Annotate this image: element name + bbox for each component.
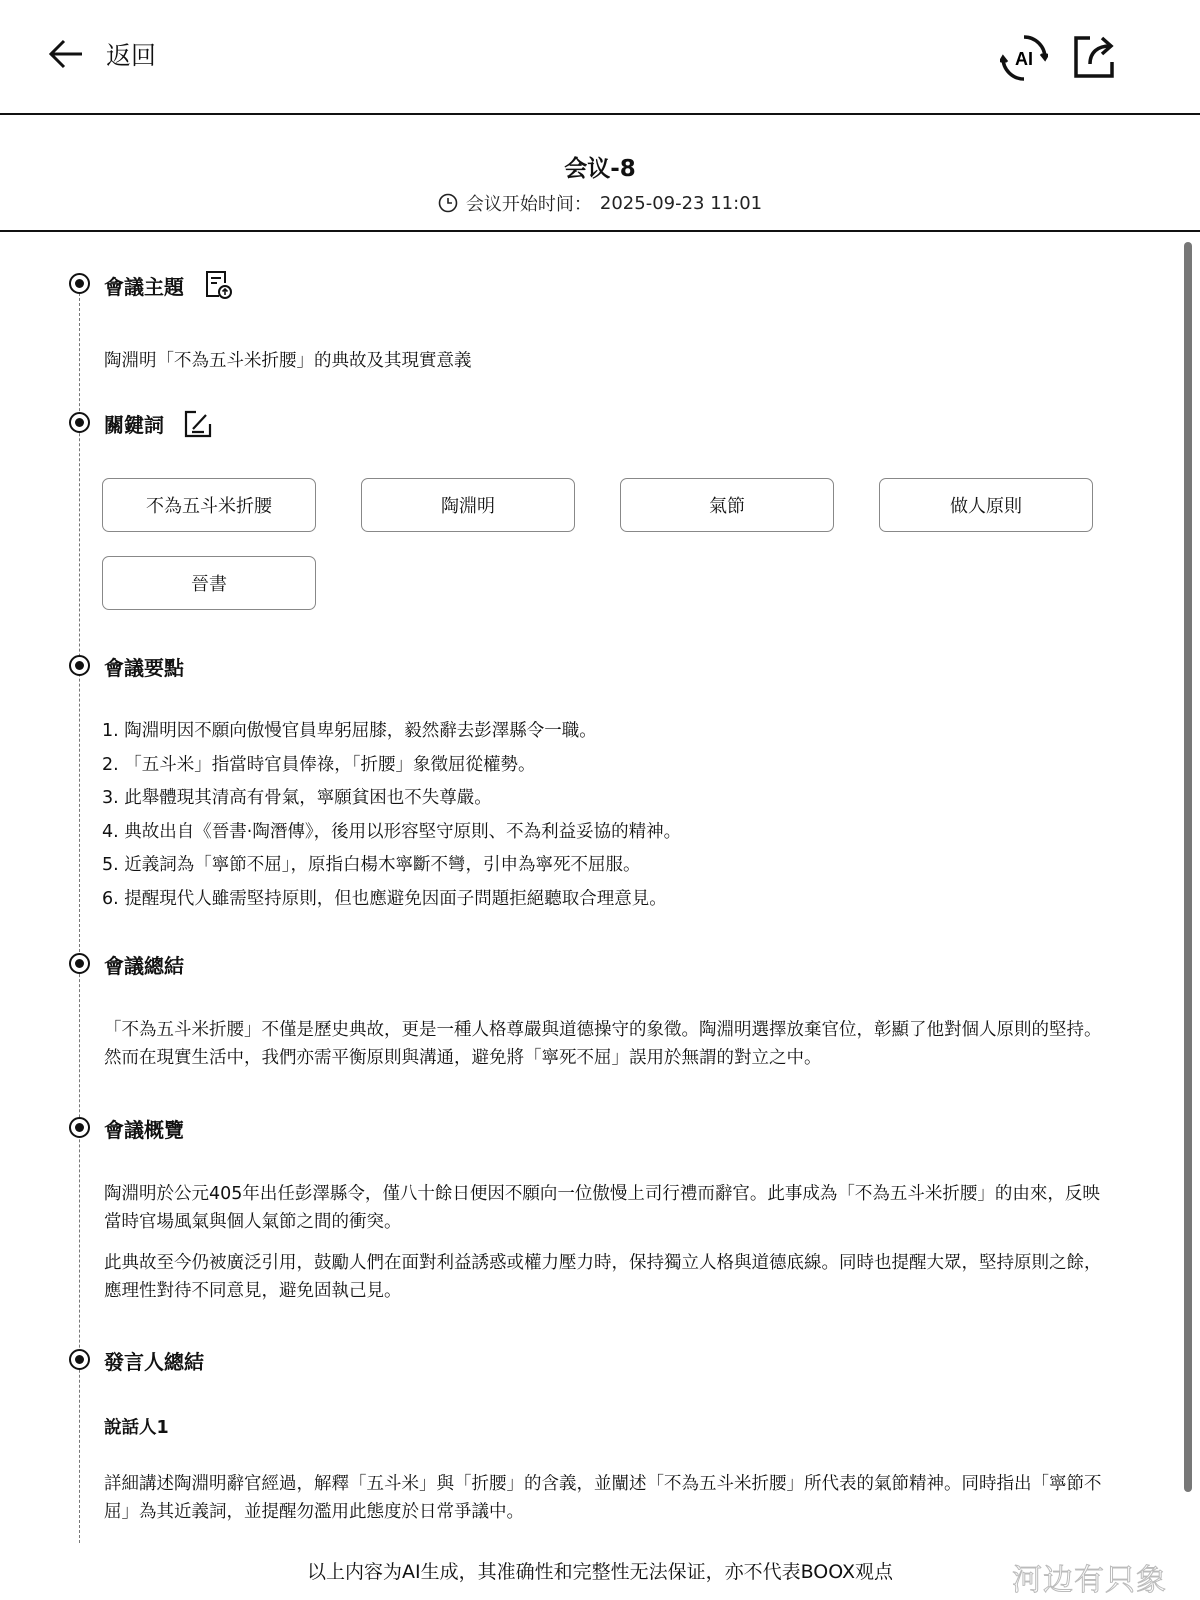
- section-speakers-heading: [104, 1346, 204, 1375]
- section-summary-heading: [104, 950, 184, 979]
- section-topic-heading: [104, 270, 234, 300]
- list-item: 2. 「五斗米」指當時官員俸祿，「折腰」象徵屈從權勢。: [102, 754, 536, 775]
- summary-text: 「不為五斗米折腰」不僅是歷史典故，更是一種人格尊嚴與道德操守的象徵。陶淵明選擇放棄官位，彰顯了他對個人原則的堅持。然而在現實生活中，我們亦需平衡原則與溝通，避免將「寧死不屈」誤用於無謂的對立之中。: [104, 1020, 1102, 1068]
- back-button[interactable]: [48, 36, 156, 72]
- time-value: 2025-09-23 11:01: [599, 192, 763, 214]
- keyword-chip[interactable]: 晉書: [102, 556, 316, 610]
- heading-text: 關鍵詞: [104, 413, 164, 437]
- keyword-chip[interactable]: 陶淵明: [361, 478, 575, 532]
- speaker-name: 說話人1: [104, 1418, 169, 1438]
- heading-text: 會議要點: [104, 656, 184, 680]
- watermark: 河边有只象: [1012, 1563, 1167, 1598]
- keyword-chip[interactable]: 不為五斗米折腰: [102, 478, 316, 532]
- edit-icon[interactable]: [184, 410, 212, 438]
- topic-text: 陶淵明「不為五斗米折腰」的典故及其現實意義: [104, 351, 472, 371]
- svg-text:AI: AI: [1015, 49, 1033, 69]
- points-list: [102, 715, 681, 916]
- ai-disclaimer: 以上内容为AI生成，其准确性和完整性无法保证，亦不代表BOOX观点: [306, 1561, 893, 1583]
- list-item: 4. 典故出自《晉書·陶潛傳》，後用以形容堅守原則、不為利益妥協的精神。: [102, 821, 682, 842]
- list-item: 3. 此舉體現其清高有骨氣，寧願貧困也不失尊嚴。: [102, 788, 492, 808]
- title-divider: [0, 230, 1200, 232]
- section-keywords-heading: [104, 409, 212, 438]
- ai-icon[interactable]: [1000, 34, 1048, 82]
- overview-paragraph: 陶淵明於公元405年出任彭澤縣令，僅八十餘日便因不願向一位傲慢上司行禮而辭官。此事成為「不為五斗米折腰」的由來，反映當時官場風氣與個人氣節之間的衝突。: [104, 1184, 1100, 1232]
- speaker-summary: 詳細講述陶淵明辭官經過，解釋「五斗米」與「折腰」的含義，並闡述「不為五斗米折腰」所代表的氣節精神。同時指出「寧節不屈」為其近義詞，並提醒勿濫用此態度於日常爭議中。: [104, 1474, 1102, 1522]
- heading-text: 會議概覽: [104, 1118, 184, 1142]
- meeting-title: 会议-8: [564, 156, 636, 182]
- timeline-dot: [69, 1117, 90, 1138]
- timeline-dot: [69, 273, 90, 294]
- keyword-chip[interactable]: 做人原則: [879, 478, 1093, 532]
- meeting-time: [0, 190, 1200, 216]
- scrollbar[interactable]: [1184, 242, 1192, 1492]
- timeline-dot: [69, 655, 90, 676]
- heading-text: 發言人總結: [104, 1350, 204, 1374]
- heading-text: 會議總結: [104, 954, 184, 978]
- list-item: 6. 提醒現代人雖需堅持原則，但也應避免因面子問題拒絕聽取合理意見。: [102, 888, 667, 909]
- timeline-dot: [69, 953, 90, 974]
- section-points-heading: [104, 652, 184, 681]
- timeline-dot: [69, 1349, 90, 1370]
- keyword-chip[interactable]: 氣節: [620, 478, 834, 532]
- list-item: 1. 陶淵明因不願向傲慢官員卑躬屈膝，毅然辭去彭澤縣令一職。: [102, 721, 597, 741]
- header-divider: [0, 113, 1200, 115]
- back-label: 返回: [106, 41, 157, 70]
- share-icon[interactable]: [1072, 34, 1118, 80]
- list-item: 5. 近義詞為「寧節不屈」，原指白楊木寧斷不彎，引申為寧死不屈服。: [102, 855, 641, 875]
- heading-text: 會議主題: [104, 274, 184, 299]
- arrow-left-icon: [48, 36, 84, 72]
- overview-paragraph: 此典故至今仍被廣泛引用，鼓勵人們在面對利益誘惑或權力壓力時，保持獨立人格與道德底線。同時也提醒大眾，堅持原則之餘，應理性對待不同意見，避免固執己見。: [104, 1253, 1102, 1301]
- document-upload-icon[interactable]: [204, 270, 234, 300]
- time-label: 会议开始时间：: [465, 194, 592, 215]
- section-overview-heading: [104, 1114, 184, 1143]
- timeline-dot: [69, 412, 90, 433]
- clock-icon: [438, 193, 458, 213]
